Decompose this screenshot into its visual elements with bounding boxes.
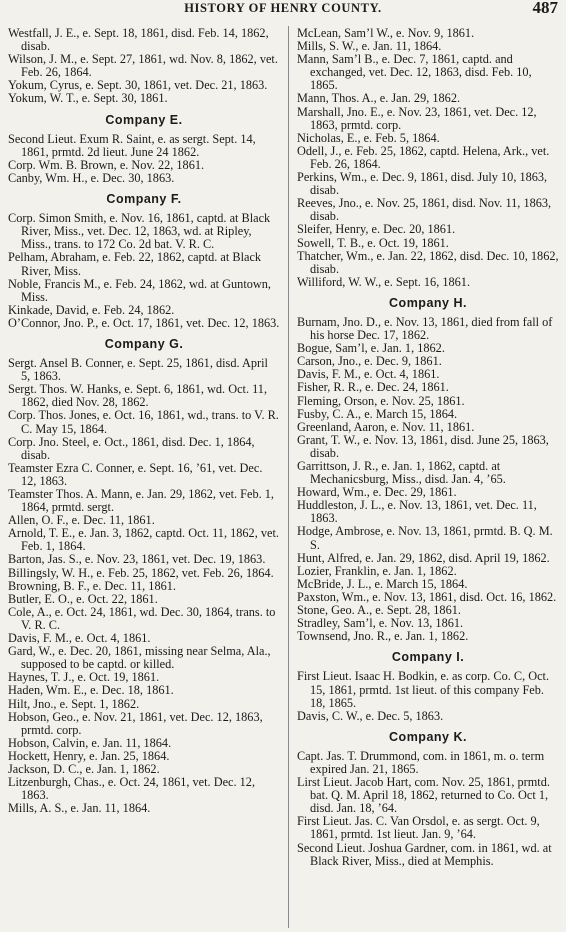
roster-entry: Capt. Jas. T. Drummond, com. in 1861, m. o. term expired Jan. 21, 1865.	[297, 748, 545, 776]
roster-entry: Reeves, Jno., e. Nov. 25, 1861, disd. Nov. 11, 1863, disab.	[297, 196, 552, 224]
company-heading: Company F.	[106, 192, 182, 207]
roster-entry: Davis, F. M., e. Oct. 4, 1861.	[8, 631, 151, 646]
page-header	[0, 0, 566, 20]
roster-entry: Corp. Simon Smith, e. Nov. 16, 1861, captd. at Black River, Miss., vet. Dec. 12, 1863, wd. at Ripley, Miss., trans. to 172 Co. 2d bat. V. R. C.	[8, 211, 271, 252]
roster-entry: First Lieut. Jas. C. Van Orsdol, e. as sergt. Oct. 9, 1861, prmtd. 1st lieut. Jan. 9, ’64.	[297, 814, 540, 842]
roster-entry: Billingsly, W. H., e. Feb. 25, 1862, vet. Feb. 26, 1864.	[8, 565, 274, 580]
roster-entry: Nicholas, E., e. Feb. 5, 1864.	[297, 130, 440, 145]
roster-entry: Sergt. Ansel B. Conner, e. Sept. 25, 1861, disd. April 5, 1863.	[8, 356, 268, 384]
roster-entry: Teamster Thos. A. Mann, e. Jan. 29, 1862, vet. Feb. 1, 1864, prmtd. sergt.	[8, 487, 274, 515]
roster-entry: Fusby, C. A., e. March 15, 1864.	[297, 406, 458, 421]
roster-entry: Carson, Jno., e. Dec. 9, 1861.	[297, 354, 442, 369]
roster-entry: Canby, Wm. H., e. Dec. 30, 1863.	[8, 170, 175, 185]
column-divider	[288, 26, 289, 928]
roster-entry: McLean, Sam’l W., e. Nov. 9, 1861.	[297, 26, 475, 40]
roster-entry: Marshall, Jno. E., e. Nov. 23, 1861, vet. Dec. 12, 1863, prmtd. corp.	[297, 104, 537, 132]
roster-entry: Hockett, Henry, e. Jan. 25, 1864.	[8, 748, 170, 763]
roster-entry: Sergt. Thos. W. Hanks, e. Sept. 6, 1861, wd. Oct. 11, 1862, died Nov. 28, 1862.	[8, 382, 268, 410]
roster-entry: Hobson, Calvin, e. Jan. 11, 1864.	[8, 735, 172, 750]
roster-entry: Haden, Wm. E., e. Dec. 18, 1861.	[8, 683, 174, 698]
company-heading: Company H.	[389, 295, 467, 310]
roster-entry: Stone, Geo. A., e. Sept. 28, 1861.	[297, 603, 461, 618]
company-heading: Company G.	[104, 336, 184, 351]
roster-entry: Mills, A. S., e. Jan. 11, 1864.	[8, 801, 151, 816]
roster-entry: Mann, Thos. A., e. Jan. 29, 1862.	[297, 91, 461, 106]
roster-entry: Hodge, Ambrose, e. Nov. 13, 1861, prmtd. B. Q. M. S.	[297, 524, 553, 552]
roster-entry: McBride, J. L., e. March 15, 1864.	[297, 576, 468, 591]
roster-entry: Sowell, T. B., e. Oct. 19, 1861.	[297, 235, 449, 250]
company-heading: Company K.	[389, 729, 467, 744]
roster-entry: Second Lieut. Exum R. Saint, e. as sergt. Sept. 14, 1861, prmtd. 2d lieut. June 24 1862.	[8, 131, 256, 159]
roster-entry: Fisher, R. R., e. Dec. 24, 1861.	[297, 380, 449, 395]
roster-entry: Teamster Ezra C. Conner, e. Sept. 16, ’61, vet. Dec. 12, 1863.	[8, 460, 263, 488]
roster-entry: Browning, B. F., e. Dec. 11, 1861.	[8, 578, 176, 593]
roster-entry: First Lieut. Isaac H. Bodkin, e. as corp. Co. C, Oct. 15, 1861, prmtd. 1st lieut. of this company Feb. 18, 1865.	[297, 669, 550, 710]
roster-entry: Lozier, Franklin, e. Jan. 1, 1862.	[297, 563, 457, 578]
roster-entry: Jackson, D. C., e. Jan. 1, 1862.	[8, 761, 160, 776]
roster-entry: Corp. Jno. Steel, e. Oct., 1861, disd. Dec. 1, 1864, disab.	[8, 434, 255, 462]
roster-entry: Litzenburgh, Chas., e. Oct. 24, 1861, vet. Dec. 12, 1863.	[8, 775, 256, 803]
roster-entry: Bogue, Sam’l, e. Jan. 1, 1862.	[297, 341, 445, 356]
roster-entry: Cole, A., e. Oct. 24, 1861, wd. Dec. 30, 1864, trans. to V. R. C.	[8, 604, 276, 632]
company-heading: Company I.	[391, 650, 465, 665]
roster-entry: Hobson, Geo., e. Nov. 21, 1861, vet. Dec. 12, 1863, prmtd. corp.	[8, 709, 263, 737]
roster-entry: Arnold, T. E., e. Jan. 3, 1862, captd. Oct. 11, 1862, vet. Feb. 1, 1864.	[8, 526, 279, 554]
roster-entry: Thatcher, Wm., e. Jan. 22, 1862, disd. Dec. 10, 1862, disab.	[297, 248, 559, 276]
roster-entry: Noble, Francis M., e. Feb. 24, 1862, wd. at Guntown, Miss.	[8, 276, 271, 304]
roster-entry: Perkins, Wm., e. Dec. 9, 1861, disd. July 10, 1863, disab.	[297, 170, 548, 198]
roster-entry: Odell, J., e. Feb. 25, 1862, captd. Helena, Ark., vet. Feb. 26, 1864.	[297, 143, 550, 171]
roster-entry: Grant, T. W., e. Nov. 13, 1861, disd. June 25, 1863, disab.	[297, 432, 549, 460]
roster-entry: Mann, Sam’l B., e. Dec. 7, 1861, captd. and exchanged, vet. Dec. 12, 1863, disd. Feb. 10, 1865.	[297, 52, 532, 93]
roster-entry: Haynes, T. J., e. Oct. 19, 1861.	[8, 670, 160, 685]
roster-entry: Wilson, J. M., e. Sept. 27, 1861, wd. Nov. 8, 1862, vet. Feb. 26, 1864.	[8, 52, 278, 80]
page-number: 487	[532, 0, 558, 17]
roster-entry: Kinkade, David, e. Feb. 24, 1862.	[8, 302, 175, 317]
roster-entry: Yokum, W. T., e. Sept. 30, 1861.	[8, 91, 168, 106]
roster-entry: Burnam, Jno. D., e. Nov. 13, 1861, died from fall of his horse Dec. 17, 1862.	[297, 314, 553, 343]
running-head-title: HISTORY OF HENRY COUNTY.	[184, 1, 382, 15]
roster-entry: Stradley, Sam’l, e. Nov. 13, 1861.	[297, 616, 464, 631]
roster-entry: Townsend, Jno. R., e. Jan. 1, 1862.	[297, 629, 469, 644]
roster-entry: Lirst Lieut. Jacob Hart, com. Nov. 25, 1861, prmtd. bat. Q. M. April 18, 1862, returned to Co. Oct 1, disd. Jan. 18, ’64.	[297, 775, 550, 816]
roster-entry: Pelham, Abraham, e. Feb. 22, 1862, captd. at Black River, Miss.	[8, 250, 262, 278]
roster-entry: Gard, W., e. Dec. 20, 1861, missing near Selma, Ala., supposed to be captd. or killed.	[8, 644, 271, 672]
company-heading: Company E.	[105, 112, 183, 127]
roster-entry: Allen, O. F., e. Dec. 11, 1861.	[8, 513, 155, 528]
roster-entry: Mills, S. W., e. Jan. 11, 1864.	[297, 39, 442, 54]
roster-entry: Williford, W. W., e. Sept. 16, 1861.	[297, 274, 471, 289]
roster-entry: Paxston, Wm., e. Nov. 13, 1861, disd. Oct. 16, 1862.	[297, 589, 557, 604]
right-column	[297, 27, 559, 868]
roster-entry: Davis, C. W., e. Dec. 5, 1863.	[297, 708, 444, 723]
roster-entry: Davis, F. M., e. Oct. 4, 1861.	[297, 367, 440, 382]
roster-entry: Greenland, Aaron, e. Nov. 11, 1861.	[297, 419, 475, 434]
roster-entry: Huddleston, J. L., e. Nov. 13, 1861, vet. Dec. 11, 1863.	[297, 498, 537, 526]
roster-entry: Corp. Thos. Jones, e. Oct. 16, 1861, wd., trans. to V. R. C. May 15, 1864.	[8, 408, 279, 436]
roster-entry: Corp. Wm. B. Brown, e. Nov. 22, 1861.	[8, 157, 205, 172]
roster-entry: Howard, Wm., e. Dec. 29, 1861.	[297, 485, 457, 500]
left-column	[8, 27, 280, 815]
roster-entry: Second Lieut. Joshua Gardner, com. in 1861, wd. at Black River, Miss., died at Memphis.	[297, 840, 552, 868]
roster-entry: Hilt, Jno., e. Sept. 1, 1862.	[8, 696, 140, 711]
roster-entry: Barton, Jas. S., e. Nov. 23, 1861, vet. Dec. 19, 1863.	[8, 552, 266, 567]
roster-entry: Hunt, Alfred, e. Jan. 29, 1862, disd. April 19, 1862.	[297, 550, 550, 565]
roster-entry: Garrittson, J. R., e. Jan. 1, 1862, captd. at Mechanicsburg, Miss., disd. Jan. 4, ’65.	[297, 459, 506, 487]
roster-entry: Yokum, Cyrus, e. Sept. 30, 1861, vet. Dec. 21, 1863.	[8, 78, 268, 93]
roster-entry: Butler, E. O., e. Oct. 22, 1861.	[8, 591, 158, 606]
roster-entry: Westfall, J. E., e. Sept. 18, 1861, disd. Feb. 14, 1862, disab.	[8, 26, 269, 54]
roster-entry: Fleming, Orson, e. Nov. 25, 1861.	[297, 393, 465, 408]
roster-entry: O’Connor, Jno. P., e. Oct. 17, 1861, vet. Dec. 12, 1863.	[8, 315, 280, 330]
roster-entry: Sleifer, Henry, e. Dec. 20, 1861.	[297, 222, 456, 237]
